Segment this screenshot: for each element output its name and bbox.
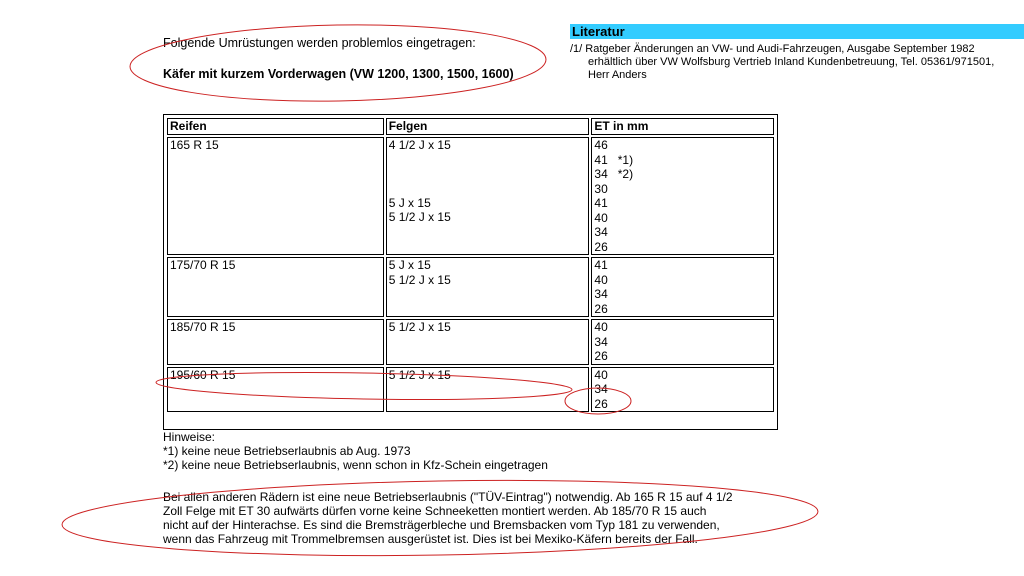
felgen-cell: 5 1/2 J x 15 — [386, 367, 590, 413]
et-highlight-ellipse — [565, 388, 631, 414]
et-cell: 40 34 26 — [591, 367, 774, 413]
literatur-line: Herr Anders — [588, 69, 647, 81]
reifen-cell: 195/60 R 15 — [167, 367, 384, 413]
felgen-cell: 4 1/2 J x 15 5 J x 15 5 1/2 J x 15 — [386, 137, 590, 255]
column-header-felgen: Felgen — [386, 118, 590, 135]
et-cell: 46 41 *1) 34 *2) 30 41 40 34 26 — [591, 137, 774, 255]
literatur-line: erhältlich über VW Wolfsburg Vertrieb Inland Kundenbetreuung, Tel. 05361/971501, — [588, 56, 995, 68]
paragraph-highlight-ellipse — [61, 474, 818, 561]
reifen-cell: 185/70 R 15 — [167, 319, 384, 365]
hinweise-title: Hinweise: — [163, 430, 216, 444]
felgen-cell: 5 J x 15 5 1/2 J x 15 — [386, 257, 590, 317]
intro-highlight-ellipse — [129, 21, 546, 104]
paragraph-line: Zoll Felge mit ET 30 aufwärts dürfen vorne keine Schneeketten montiert werden. Ab 185/70 R 15 auch — [163, 504, 707, 518]
felgen-cell: 5 1/2 J x 15 — [386, 319, 590, 365]
reifen-cell: 165 R 15 — [167, 137, 384, 255]
row-highlight-ellipse — [156, 369, 572, 402]
paragraph-line: Bei allen anderen Rädern ist eine neue Betriebserlaubnis ("TÜV-Eintrag") notwendig. Ab 165 R 15 auf 4 1/2 — [163, 490, 733, 504]
reifen-cell: 175/70 R 15 — [167, 257, 384, 317]
et-cell: 41 40 34 26 — [591, 257, 774, 317]
column-header-et: ET in mm — [591, 118, 774, 135]
vehicle-heading: Käfer mit kurzem Vorderwagen (VW 1200, 1300, 1500, 1600) — [163, 67, 514, 81]
intro-text: Folgende Umrüstungen werden problemlos eingetragen: — [163, 36, 476, 50]
hinweise-note: *2) keine neue Betriebserlaubnis, wenn schon in Kfz-Schein eingetragen — [163, 458, 548, 472]
paragraph-line: wenn das Fahrzeug mit Trommelbremsen ausgerüstet ist. Dies ist bei Mexiko-Käfern bereits der Fall. — [163, 532, 698, 546]
literatur-header: Literatur — [570, 24, 1024, 39]
paragraph-line: nicht auf der Hinterachse. Es sind die Bremsträgerbleche und Bremsbacken vom Typ 181 zu verwenden, — [163, 518, 720, 532]
hinweise-note: *1) keine neue Betriebserlaubnis ab Aug. 1973 — [163, 444, 411, 458]
et-cell: 40 34 26 — [591, 319, 774, 365]
column-header-reifen: Reifen — [167, 118, 384, 135]
literatur-reference: /1/ Ratgeber Änderungen an VW- und Audi-Fahrzeugen, Ausgabe September 1982 — [570, 43, 975, 55]
